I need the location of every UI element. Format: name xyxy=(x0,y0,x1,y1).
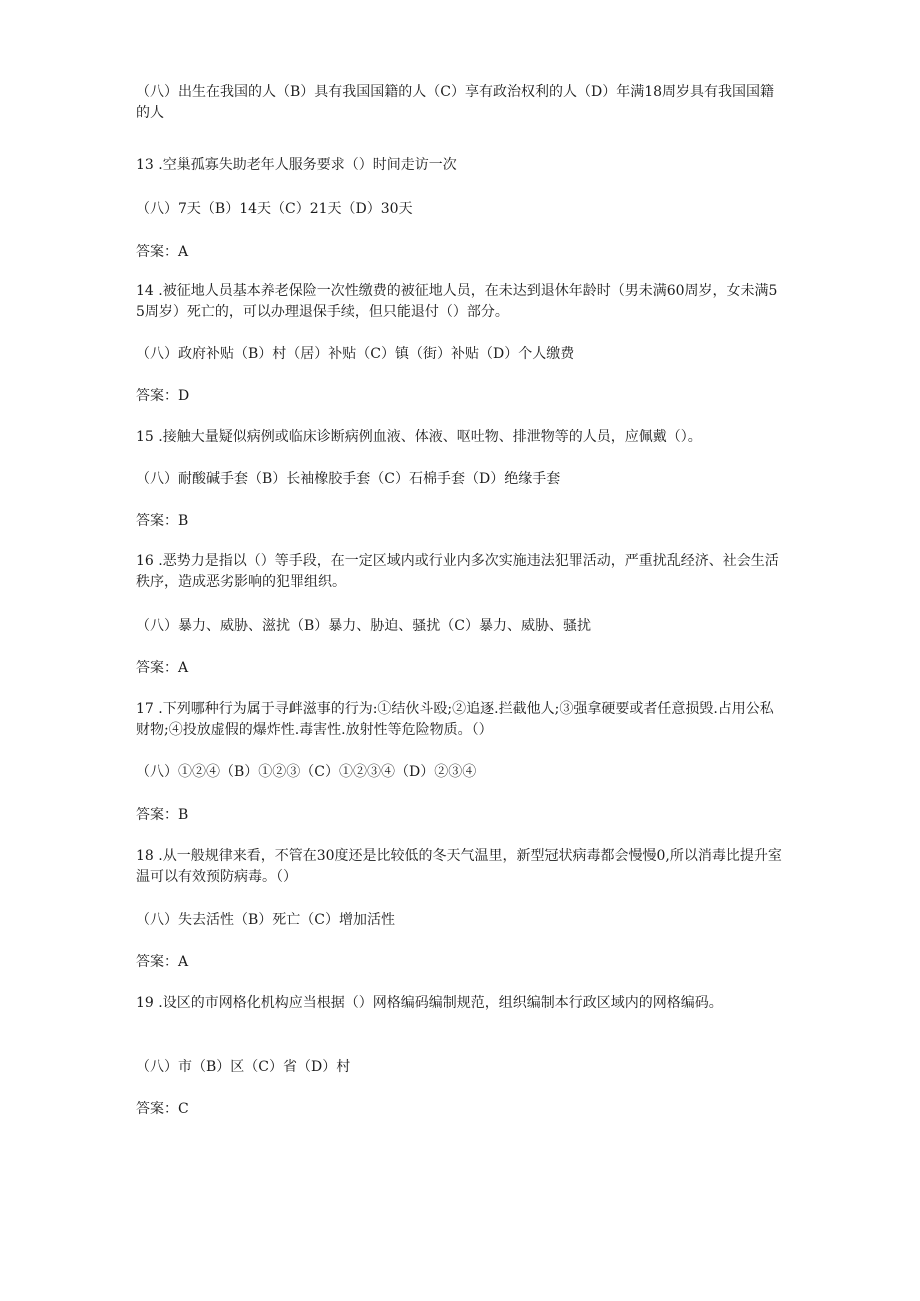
question-17: 17 .下列哪种行为属于寻衅滋事的行为:①结伙斗殴;②追逐.拦截他人;③强拿硬要或者任意损毁.占用公私财物;④投放虚假的爆炸性.毒害性.放射性等危险物质。（） xyxy=(136,701,774,738)
options-14: （八）政府补贴（B）村（居）补贴（C）镇（街）补贴（D）个人缴费 xyxy=(136,346,575,362)
question-14: 14 .被征地人员基本养老保险一次性缴费的被征地人员，在未达到退休年龄时（男未满60周岁，女未满55周岁）死亡的，可以办理退保手续，但只能退付（）部分。 xyxy=(136,283,778,320)
answer-16: 答案：A xyxy=(136,660,189,676)
options-17: （八）①②④（B）①②③（C）①②③④（D）②③④ xyxy=(136,764,477,780)
question-16: 16 .恶势力是指以（）等手段，在一定区域内或行业内多次实施违法犯罪活动，严重扰乱经济、社会生活秩序，造成恶劣影响的犯罪组织。 xyxy=(136,553,779,590)
answer-15: 答案：B xyxy=(136,513,189,529)
answer-17: 答案：B xyxy=(136,807,189,823)
answer-13: 答案：A xyxy=(136,244,189,260)
question-13: 13 .空巢孤寡失助老年人服务要求（）时间走访一次 xyxy=(136,157,457,173)
answer-19: 答案：C xyxy=(136,1101,189,1117)
options-19: （八）市（B）区（C）省（D）村 xyxy=(136,1059,351,1075)
options-18: （八）失去活性（B）死亡（C）增加活性 xyxy=(136,912,395,928)
options-15: （八）耐酸碱手套（B）长袖橡胶手套（C）石棉手套（D）绝缘手套 xyxy=(136,471,561,487)
options-13: （八）7天（B）14天（C）21天（D）30天 xyxy=(136,201,413,217)
option-line: （八）出生在我国的人（B）具有我国国籍的人（C）享有政治权利的人（D）年满18周岁具有我国国籍的人 xyxy=(136,84,775,121)
answer-18: 答案：A xyxy=(136,954,189,970)
question-18: 18 .从一般规律来看，不管在30度还是比较低的冬天气温里，新型冠状病毒都会慢慢0,所以消毒比提升室温可以有效预防病毒。（） xyxy=(136,848,782,885)
question-19: 19 .设区的市网格化机构应当根据（）网格编码编制规范，组织编制本行政区域内的网格编码。 xyxy=(136,995,723,1011)
options-16: （八）暴力、威胁、滋扰（B）暴力、胁迫、骚扰（C）暴力、威胁、骚扰 xyxy=(136,618,591,634)
question-15: 15 .接触大量疑似病例或临床诊断病例血液、体液、呕吐物、排泄物等的人员，应佩戴（）。 xyxy=(136,429,702,445)
answer-14: 答案：D xyxy=(136,388,190,404)
